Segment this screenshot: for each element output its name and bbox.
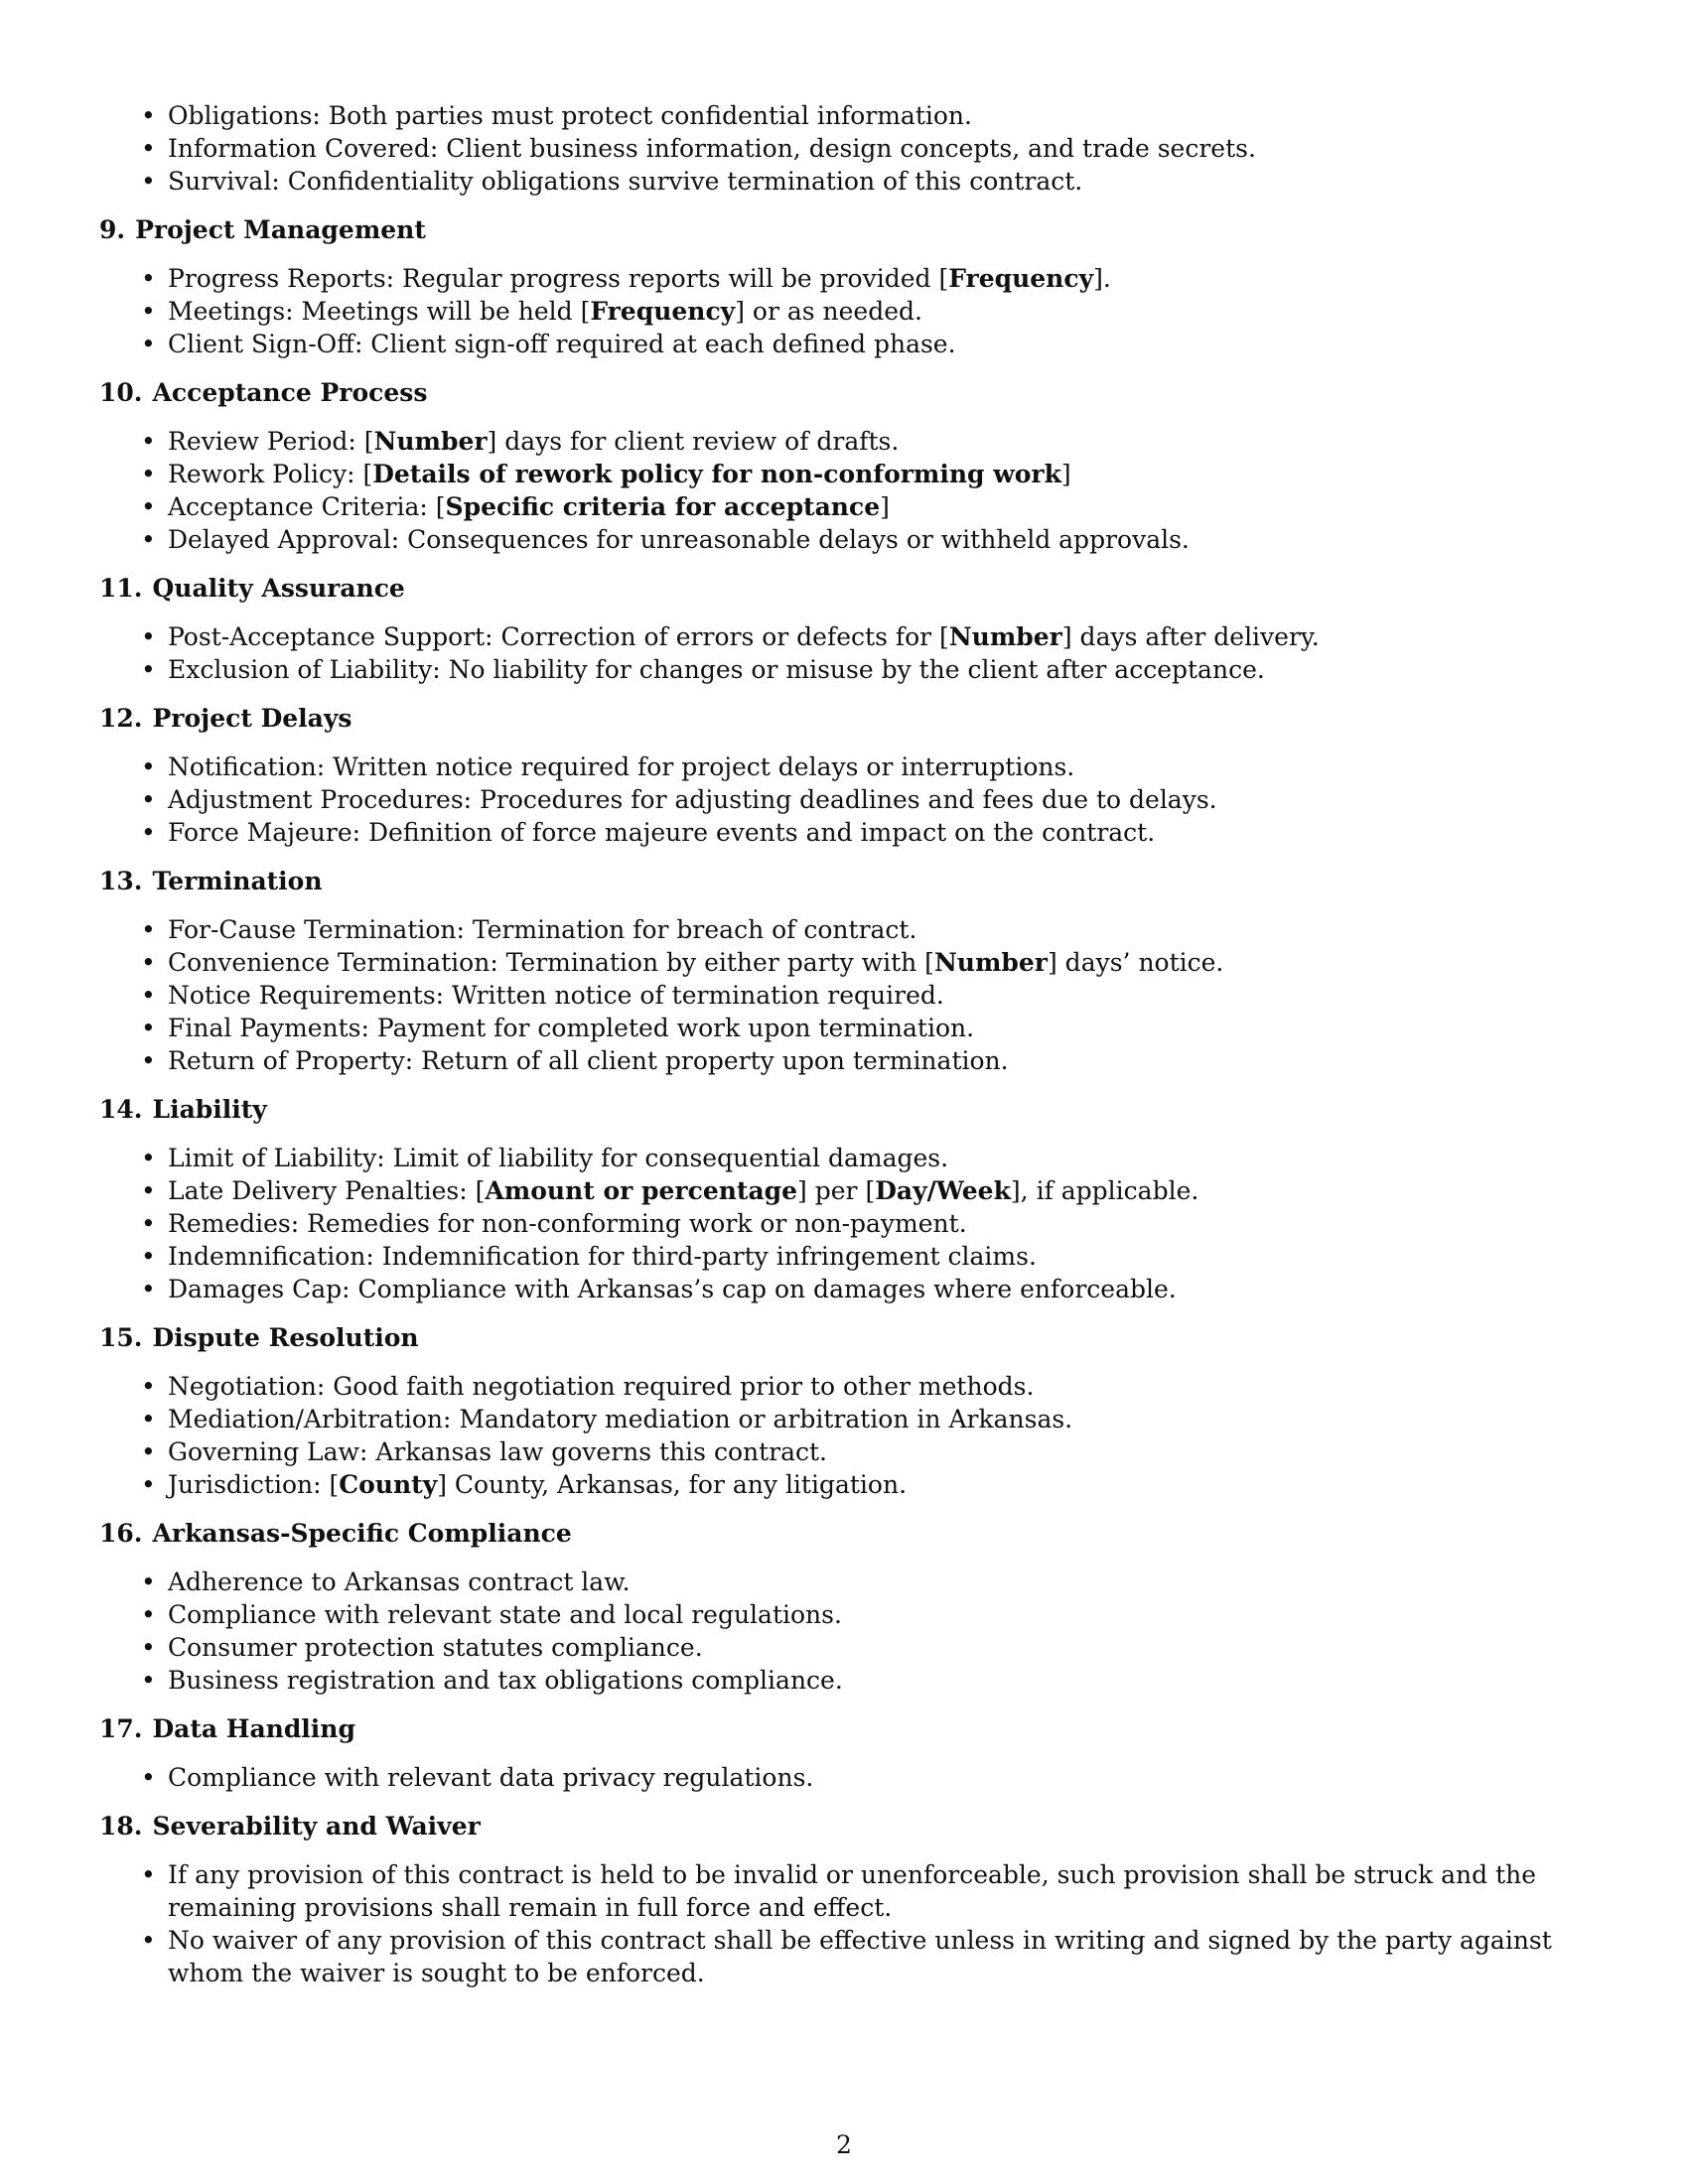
list-item: • Meetings: Meetings will be held [Frequency] or as needed. [141, 297, 922, 326]
bullet-icon: • [141, 1470, 156, 1499]
intro-list [99, 99, 1589, 198]
section-heading [99, 1093, 1589, 1126]
list-item: • Indemnification: Indemnification for third-party infringement claims. [141, 1242, 1037, 1271]
section-list [99, 1761, 1589, 1794]
bullet-icon: • [141, 1176, 156, 1205]
list-item: • Return of Property: Return of all client property upon termination. [141, 1046, 1009, 1075]
section-heading [99, 702, 1589, 735]
bullet-icon: • [141, 1666, 156, 1695]
bullet-icon: • [141, 330, 156, 358]
bullet-icon: • [141, 427, 156, 456]
list-item: • Compliance with relevant state and local regulations. [141, 1600, 842, 1629]
list-item: • Business registration and tax obligations compliance. [141, 1666, 843, 1695]
bullet-icon: • [141, 1014, 156, 1042]
bullet-icon: • [141, 752, 156, 781]
section-number: 11. [99, 574, 143, 603]
bullet-icon: • [141, 1763, 156, 1792]
section [99, 376, 1589, 556]
list-item: • Consumer protection statutes compliance. [141, 1633, 703, 1662]
section-heading [99, 376, 1589, 409]
section-number: 13. [99, 867, 143, 895]
placeholder-field: Specific criteria for acceptance [445, 492, 881, 521]
bullet-icon: • [141, 492, 156, 521]
placeholder-field: Number [373, 427, 488, 456]
placeholder-field: Amount or percentage [485, 1176, 798, 1205]
section-number: 15. [99, 1323, 143, 1352]
list-item: • If any provision of this contract is held to be invalid or unenforceable, such provision shall be struck and the remaining provisions shall remain in full force and effect. [141, 1860, 1537, 1922]
list-item: • Mediation/Arbitration: Mandatory mediation or arbitration in Arkansas. [141, 1405, 1073, 1433]
section-title: Liability [152, 1095, 267, 1124]
section [99, 865, 1589, 1077]
bullet-icon: • [141, 1568, 156, 1596]
section-heading [99, 1712, 1589, 1745]
list-item: • Exclusion of Liability: No liability for changes or misuse by the client after acceptance. [141, 655, 1265, 684]
section-title: Project Management [135, 215, 426, 244]
section-number: 16. [99, 1519, 143, 1548]
section-list [99, 751, 1589, 849]
list-item: • Governing Law: Arkansas law governs this contract. [141, 1437, 828, 1466]
list-item: • Damages Cap: Compliance with Arkansas’s cap on damages where enforceable. [141, 1275, 1177, 1303]
section-title: Data Handling [152, 1714, 355, 1743]
bullet-icon: • [141, 1046, 156, 1075]
list-item: • Post-Acceptance Support: Correction of errors or defects for [Number] days after delivery. [141, 622, 1320, 651]
list-item: • Remedies: Remedies for non-conforming work or non-payment. [141, 1209, 967, 1238]
placeholder-field: Number [933, 948, 1048, 977]
bullet-icon: • [141, 785, 156, 814]
placeholder-field: Number [948, 622, 1062, 651]
bullet-icon: • [141, 1144, 156, 1172]
bullet-icon: • [141, 1209, 156, 1238]
section-list [99, 620, 1589, 686]
section-number: 9. [99, 215, 126, 244]
section-list [99, 1370, 1589, 1501]
section [99, 213, 1589, 360]
list-item: • Negotiation: Good faith negotiation required prior to other methods. [141, 1372, 1035, 1401]
section-number: 18. [99, 1812, 143, 1841]
bullet-icon: • [141, 1372, 156, 1401]
list-item: • Rework Policy: [Details of rework policy for non-conforming work] [141, 460, 1071, 488]
list-item: • Adherence to Arkansas contract law. [141, 1568, 631, 1596]
list-item: • Notice Requirements: Written notice of termination required. [141, 981, 944, 1010]
list-item: • No waiver of any provision of this contract shall be effective unless in writing and signed by the party against whom the waiver is sought to be enforced. [141, 1926, 1552, 1987]
bullet-icon: • [141, 1926, 156, 1955]
placeholder-field: County [339, 1470, 438, 1499]
section [99, 1810, 1589, 1989]
bullet-icon: • [141, 134, 156, 163]
bullet-icon: • [141, 1275, 156, 1303]
section-title: Acceptance Process [152, 378, 428, 407]
section-title: Quality Assurance [152, 574, 405, 603]
section-list [99, 1566, 1589, 1697]
placeholder-field: Frequency [948, 264, 1094, 293]
list-item: • Compliance with relevant data privacy regulations. [141, 1763, 814, 1792]
list-item: • Notification: Written notice required for project delays or interruptions. [141, 752, 1075, 781]
section-number: 12. [99, 704, 143, 733]
bullet-icon: • [141, 981, 156, 1010]
section-list [99, 425, 1589, 556]
bullet-icon: • [141, 167, 156, 196]
section-list [99, 913, 1589, 1077]
bullet-icon: • [141, 818, 156, 847]
placeholder-field: Frequency [590, 297, 736, 326]
list-item: • Obligations: Both parties must protect confidential information. [141, 101, 972, 130]
section-heading [99, 572, 1589, 605]
bullet-icon: • [141, 1242, 156, 1271]
document-body [99, 99, 1589, 1989]
section [99, 1321, 1589, 1501]
section-list [99, 1142, 1589, 1305]
bullet-icon: • [141, 1860, 156, 1889]
list-item: • Limit of Liability: Limit of liability for consequential damages. [141, 1144, 949, 1172]
list-item: • Information Covered: Client business information, design concepts, and trade secrets. [141, 134, 1256, 163]
section-heading [99, 1810, 1589, 1843]
section-number: 10. [99, 378, 143, 407]
section-list [99, 262, 1589, 360]
list-item: • Late Delivery Penalties: [Amount or percentage] per [Day/Week], if applicable. [141, 1176, 1199, 1205]
list-item: • For-Cause Termination: Termination for breach of contract. [141, 915, 917, 944]
bullet-icon: • [141, 915, 156, 944]
bullet-icon: • [141, 1600, 156, 1629]
section-heading [99, 1321, 1589, 1354]
sections-container [99, 213, 1589, 1989]
section-title: Arkansas-Specific Compliance [152, 1519, 572, 1548]
list-item: • Survival: Confidentiality obligations survive termination of this contract. [141, 167, 1083, 196]
bullet-icon: • [141, 101, 156, 130]
list-item: • Jurisdiction: [County] County, Arkansas, for any litigation. [141, 1470, 908, 1499]
list-item: • Client Sign-Off: Client sign-off required at each defined phase. [141, 330, 956, 358]
page-number: 2 [836, 2130, 852, 2159]
bullet-icon: • [141, 655, 156, 684]
placeholder-field: Day/Week [875, 1176, 1011, 1205]
section-heading [99, 1517, 1589, 1550]
bullet-icon: • [141, 1437, 156, 1466]
bullet-icon: • [141, 1405, 156, 1433]
list-item: • Final Payments: Payment for completed work upon termination. [141, 1014, 975, 1042]
placeholder-field: Details of rework policy for non-conforming work [372, 460, 1061, 488]
section-number: 14. [99, 1095, 143, 1124]
bullet-icon: • [141, 622, 156, 651]
section-number: 17. [99, 1714, 143, 1743]
section-title: Project Delays [152, 704, 352, 733]
section [99, 1093, 1589, 1305]
section [99, 1517, 1589, 1697]
bullet-icon: • [141, 264, 156, 293]
bullet-icon: • [141, 525, 156, 554]
list-item: • Adjustment Procedures: Procedures for adjusting deadlines and fees due to delays. [141, 785, 1217, 814]
section-heading [99, 213, 1589, 246]
section-heading [99, 865, 1589, 897]
bullet-icon: • [141, 948, 156, 977]
section [99, 1712, 1589, 1794]
section [99, 702, 1589, 849]
list-item: • Review Period: [Number] days for client review of drafts. [141, 427, 900, 456]
section-title: Termination [152, 867, 323, 895]
list-item: • Delayed Approval: Consequences for unreasonable delays or withheld approvals. [141, 525, 1190, 554]
bullet-icon: • [141, 460, 156, 488]
bullet-icon: • [141, 1633, 156, 1662]
list-item: • Progress Reports: Regular progress reports will be provided [Frequency]. [141, 264, 1111, 293]
section-title: Dispute Resolution [152, 1323, 419, 1352]
section [99, 572, 1589, 686]
list-item: • Force Majeure: Definition of force majeure events and impact on the contract. [141, 818, 1156, 847]
list-item: • Convenience Termination: Termination by either party with [Number] days’ notice. [141, 948, 1224, 977]
bullet-icon: • [141, 297, 156, 326]
section-title: Severability and Waiver [152, 1812, 481, 1841]
section-list [99, 1858, 1589, 1989]
list-item: • Acceptance Criteria: [Specific criteria for acceptance] [141, 492, 890, 521]
